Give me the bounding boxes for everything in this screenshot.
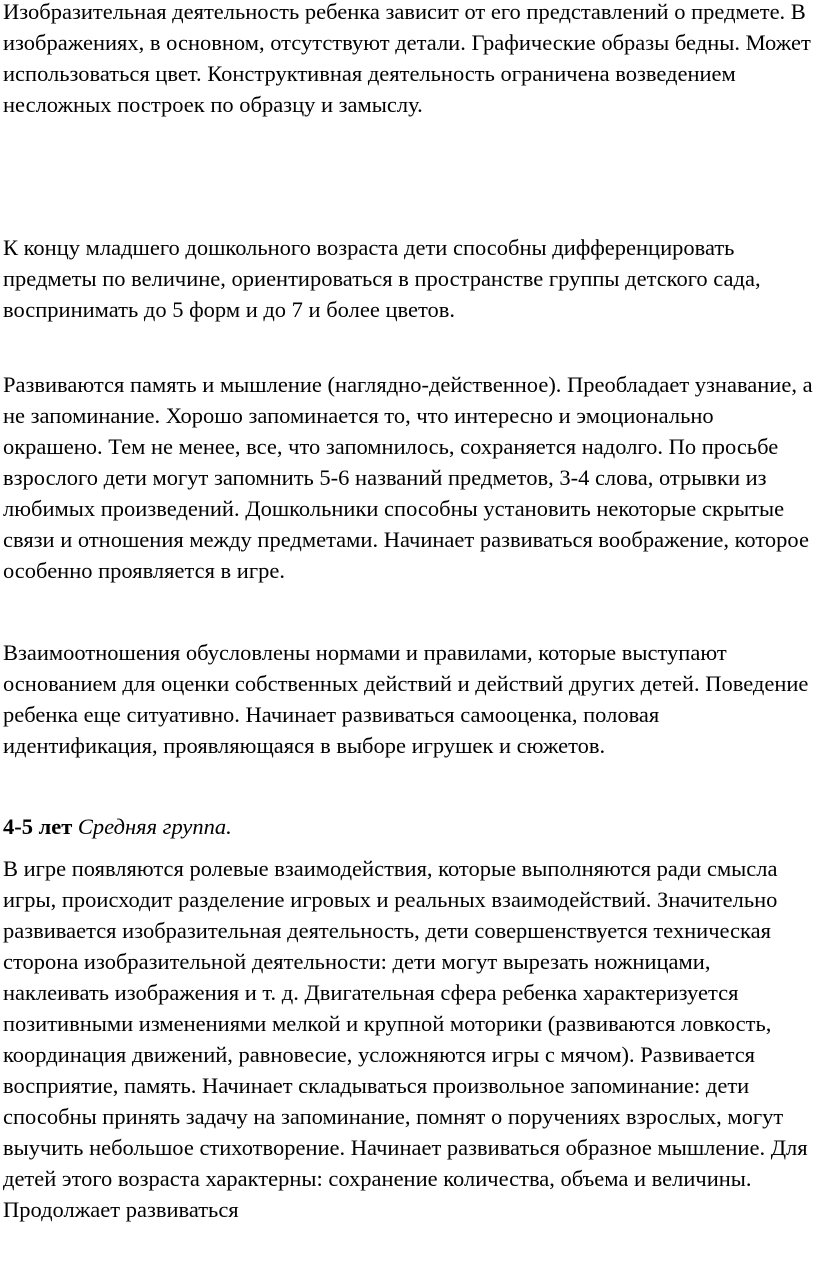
section-heading-age: 4-5 лет bbox=[3, 814, 73, 839]
section-heading bbox=[3, 811, 815, 842]
paragraph-visual-activity: Изобразительная деятельность ребенка зависит от его представлений о предмете. В изображениях, в основном, отсутствуют детали. Графические образы бедны. Может использоваться цвет. Конструктивная деятельность ограничена возведением несложных построек по образцу и замыслу. bbox=[3, 0, 811, 117]
paragraph-junior-preschool-end: К концу младшего дошкольного возраста дети способны дифференцировать предметы по величине, ориентироваться в пространстве группы детского сада, воспринимать до 5 форм и до 7 и более цветов. bbox=[3, 235, 761, 322]
section-heading-group: Средняя группа. bbox=[77, 814, 232, 839]
paragraph-relationships: Взаимоотношения обусловлены нормами и правилами, которые выступают основанием для оценки собственных действий и действий других детей. Поведение ребенка еще ситуативно. Начинает развиваться самооценка, половая идентификация, проявляющаяся в выборе игрушек и сюжетов. bbox=[3, 640, 809, 758]
paragraph-middle-group: В игре появляются ролевые взаимодействия, которые выполняются ради смысла игры, происходит разделение игровых и реальных взаимодействий. Значительно развивается изобразительная деятельность, дети совершенствуется техническая сторона изобразительной деятельности: дети могут вырезать ножницами, наклеивать изображения и т. д. Двигательная сфера ребенка характеризуется позитивными изменениями мелкой и крупной моторики (развиваются ловкость, координация движений, равновесие, усложняются игры с мячом). Развивается восприятие, память. Начинает складываться произвольное запоминание: дети способны принять задачу на запоминание, помнят о поручениях взрослых, могут выучить небольшое стихотворение. Начинает развиваться образное мышление. Для детей этого возраста характерны: сохранение количества, объема и величины. Продолжает развиваться bbox=[3, 856, 808, 1222]
paragraph-memory-thinking: Развиваются память и мышление (наглядно-действенное). Преобладает узнавание, а не запоминание. Хорошо запоминается то, что интересно и эмоционально окрашено. Тем не менее, все, что запомнилось, сохраняется надолго. По просьбе взрослого дети могут запомнить 5-6 названий предметов, 3-4 слова, отрывки из любимых произведений. Дошкольники способны установить некоторые скрытые связи и отношения между предметами. Начинает развиваться воображение, которое особенно проявляется в игре. bbox=[3, 372, 813, 583]
